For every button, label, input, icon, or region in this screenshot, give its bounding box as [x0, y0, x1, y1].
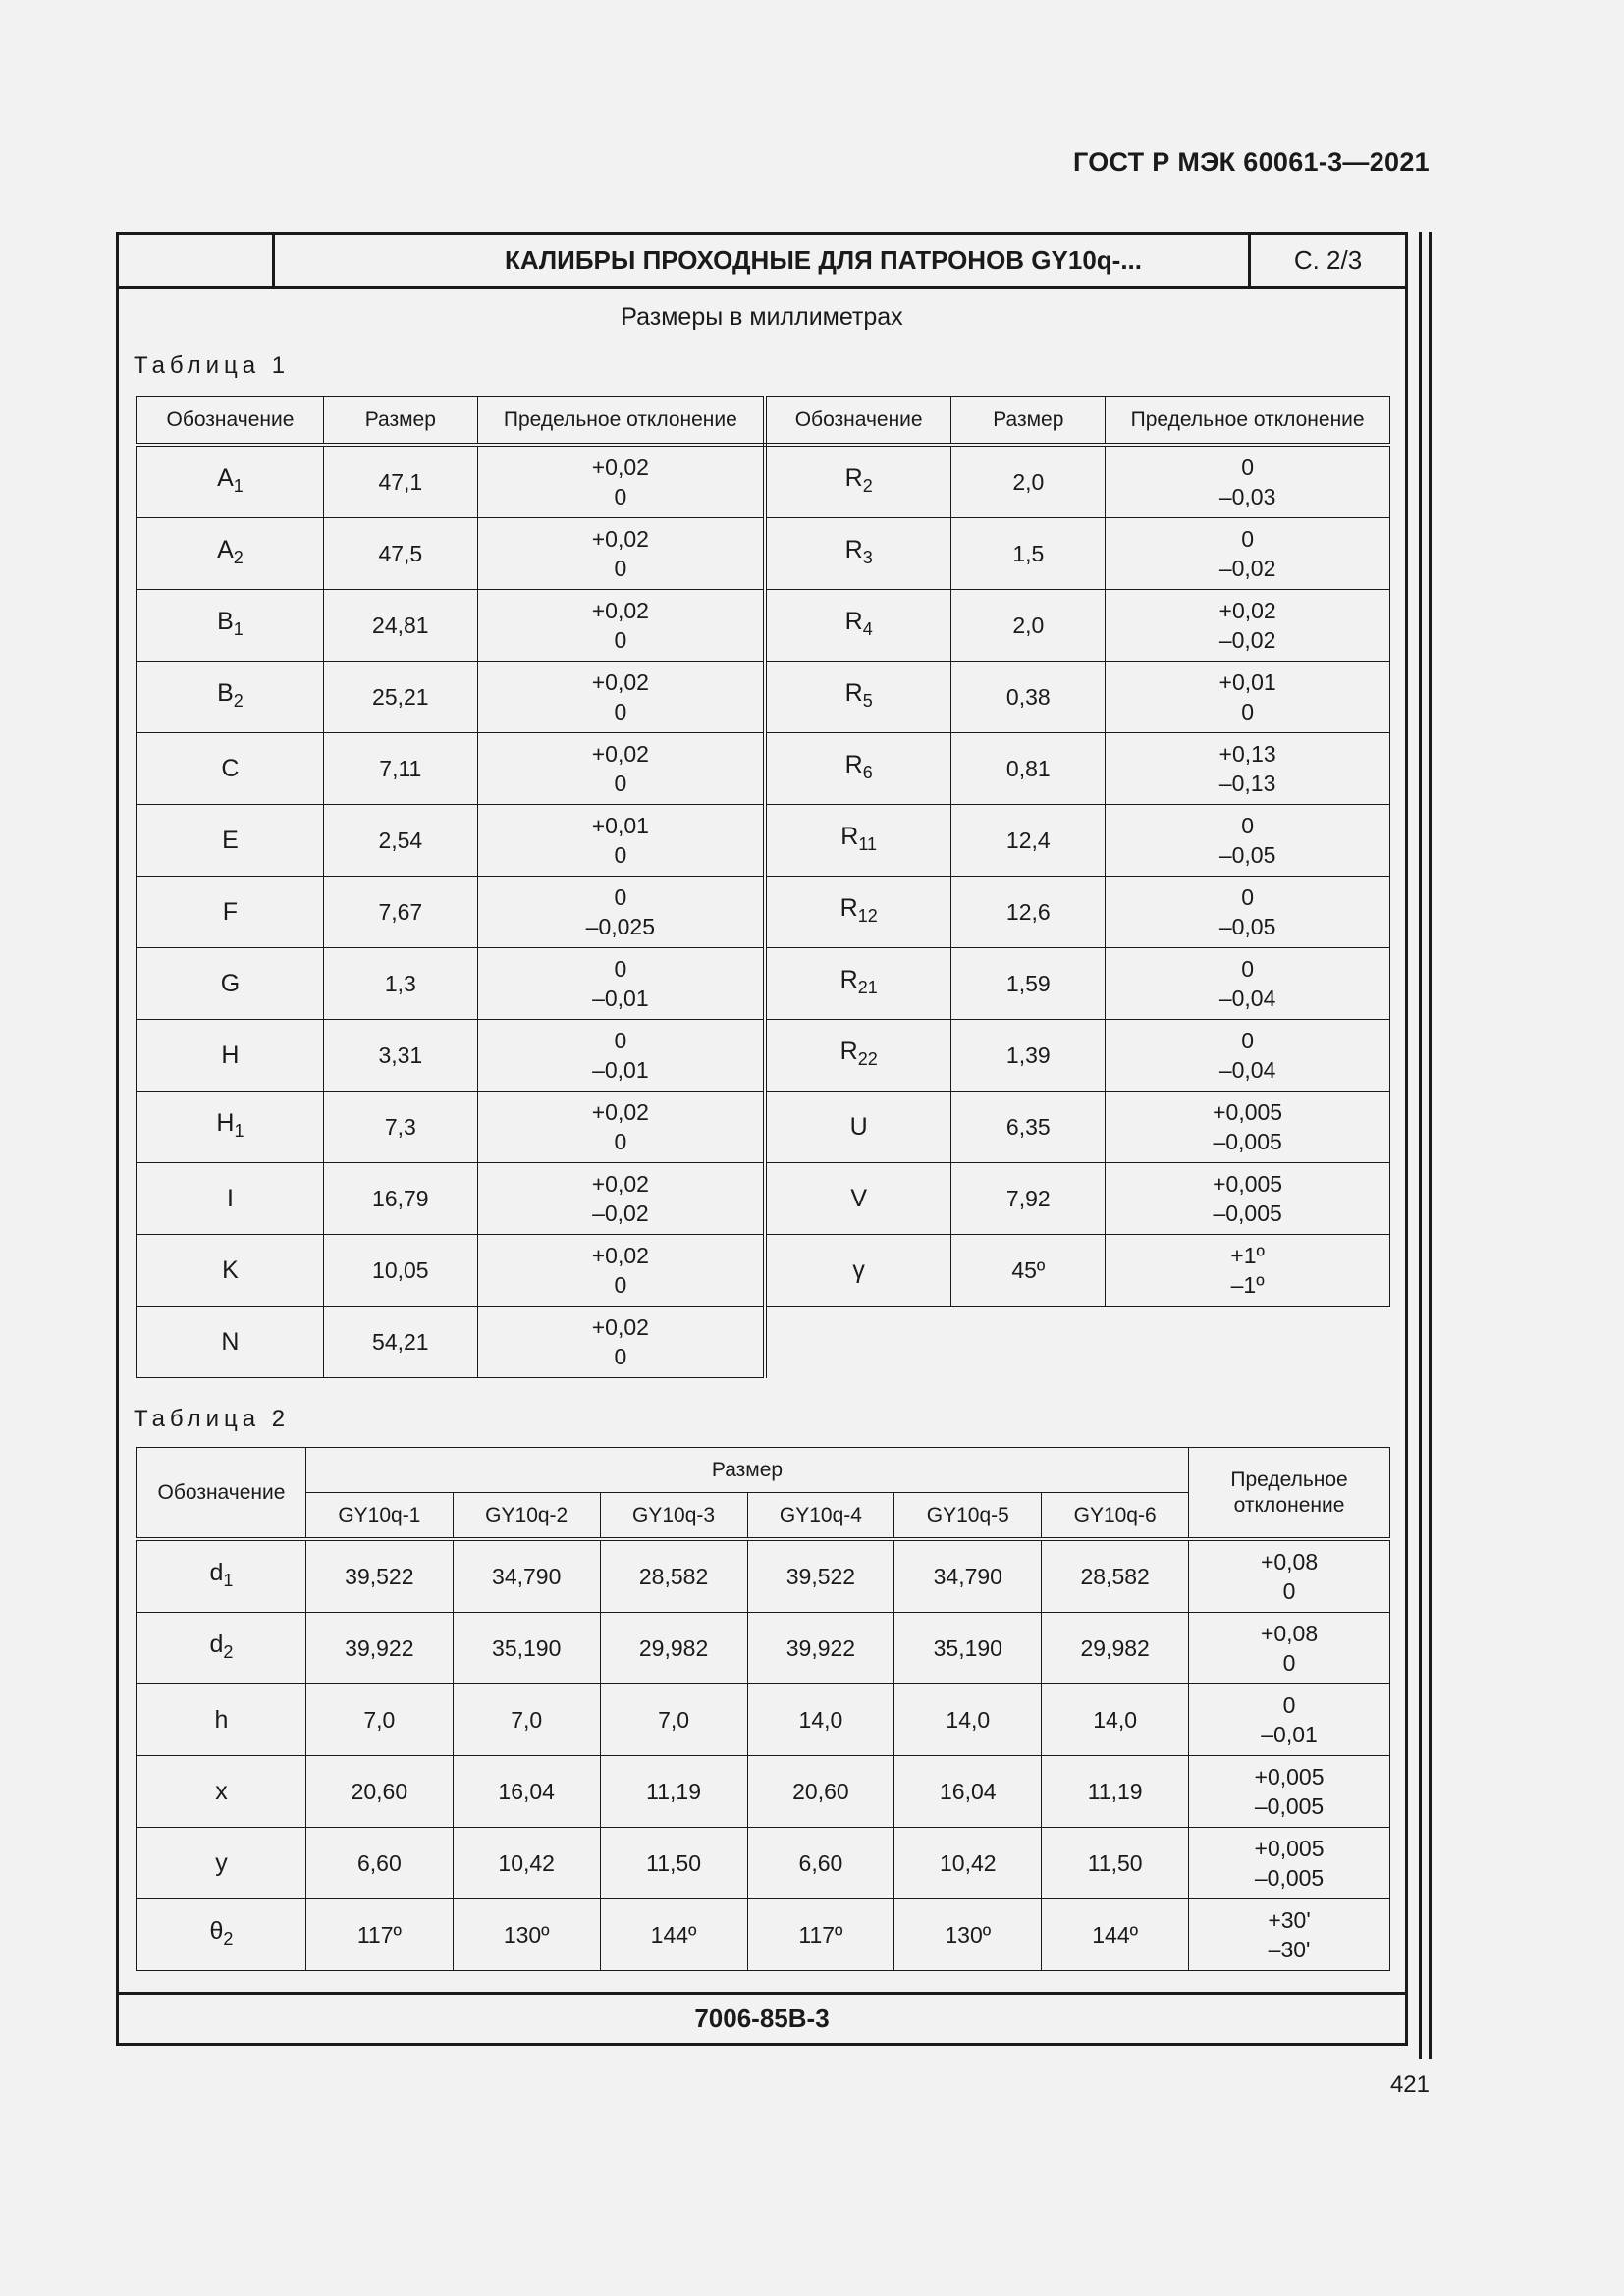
size-cell: 14,0 — [894, 1684, 1042, 1756]
table-row — [137, 1684, 1390, 1756]
tolerance-lower: –0,005 — [1213, 1201, 1282, 1226]
tolerance-cell — [1189, 1684, 1390, 1756]
tolerance-cell — [477, 948, 765, 1020]
designation-subscript: 4 — [862, 619, 873, 639]
size-cell: 144º — [1042, 1899, 1189, 1971]
designation-cell — [137, 662, 324, 733]
table-2 — [136, 1447, 1390, 1971]
size-cell: 1,39 — [951, 1020, 1106, 1092]
tolerance-upper: +0,005 — [1254, 1764, 1325, 1789]
tolerance-upper: +0,005 — [1213, 1171, 1283, 1197]
tolerance-cell — [1189, 1613, 1390, 1684]
tolerance-cell — [1106, 733, 1390, 805]
designation-symbol: $R_3$ — [844, 536, 873, 567]
table1-label: Таблица 1 — [134, 352, 291, 379]
size-cell: 7,92 — [951, 1163, 1106, 1235]
size-cell: 1,5 — [951, 518, 1106, 590]
tolerance-upper: +0,02 — [591, 598, 649, 623]
designation-subscript: 12 — [857, 906, 878, 926]
designation-cell — [137, 1539, 306, 1613]
tolerance-lower: 0 — [614, 556, 627, 581]
tolerance-cell — [1106, 1020, 1390, 1092]
tolerance-upper: +1º — [1230, 1243, 1265, 1268]
designation-symbol: $R_6$ — [844, 751, 873, 782]
table-row — [137, 1828, 1390, 1899]
designation-symbol: $R_4$ — [844, 608, 873, 639]
table-row — [137, 805, 1390, 877]
designation-cell — [765, 1163, 951, 1235]
tolerance-upper: 0 — [1241, 454, 1255, 480]
table1-header-row — [137, 397, 1390, 446]
table1-col-size-2: Размер — [951, 397, 1106, 446]
table-row — [137, 662, 1390, 733]
size-cell: 12,4 — [951, 805, 1106, 877]
designation-subscript: 2 — [223, 1929, 234, 1949]
tolerance-cell — [1106, 948, 1390, 1020]
tolerance-lower: –0,005 — [1254, 1865, 1325, 1891]
table1-col-designation: Обозначение — [137, 397, 324, 446]
designation-symbol: $B_2$ — [217, 679, 244, 711]
table2-label: Таблица 2 — [134, 1406, 291, 1432]
size-cell: 7,11 — [323, 733, 477, 805]
tolerance-cell — [477, 662, 765, 733]
size-cell: 6,60 — [747, 1828, 894, 1899]
table-row — [137, 733, 1390, 805]
table-row — [137, 1756, 1390, 1828]
size-cell: 7,0 — [305, 1684, 453, 1756]
tolerance-upper: +0,01 — [591, 813, 649, 838]
size-cell: 130º — [453, 1899, 600, 1971]
size-cell: 10,05 — [323, 1235, 477, 1307]
designation-subscript: 3 — [862, 548, 873, 567]
size-cell: 35,190 — [894, 1613, 1042, 1684]
size-cell: 20,60 — [747, 1756, 894, 1828]
size-cell: 1,3 — [323, 948, 477, 1020]
tolerance-upper: +0,005 — [1254, 1836, 1325, 1861]
tolerance-lower: –0,05 — [1218, 914, 1276, 939]
size-cell: 11,19 — [600, 1756, 747, 1828]
tolerance-upper: +30' — [1268, 1907, 1311, 1933]
tolerance-cell — [477, 518, 765, 590]
tolerance-lower: 0 — [614, 771, 627, 796]
designation-symbol: $d_1$ — [209, 1559, 234, 1590]
size-cell: 3,31 — [323, 1020, 477, 1092]
designation-subscript: 21 — [857, 978, 878, 997]
table2-col-tolerance: Предельное отклонение — [1189, 1448, 1390, 1540]
tolerance-cell — [1189, 1899, 1390, 1971]
size-cell: 2,0 — [951, 590, 1106, 662]
designation-subscript: 11 — [858, 834, 878, 854]
designation-cell — [765, 662, 951, 733]
tolerance-lower: 0 — [614, 1272, 627, 1298]
tolerance-cell — [1106, 518, 1390, 590]
size-cell: 28,582 — [1042, 1539, 1189, 1613]
tolerance-lower: –0,01 — [1261, 1722, 1318, 1747]
designation-symbol: x — [215, 1778, 228, 1805]
tolerance-lower: –0,13 — [1218, 771, 1276, 796]
designation-cell — [765, 445, 951, 518]
table1-col-designation-2: Обозначение — [765, 397, 951, 446]
designation-symbol: $d_2$ — [209, 1630, 234, 1662]
size-cell: 6,60 — [305, 1828, 453, 1899]
size-cell: 39,522 — [747, 1539, 894, 1613]
tolerance-lower: –0,04 — [1218, 1057, 1276, 1083]
tolerance-lower: –0,005 — [1254, 1793, 1325, 1819]
document-frame — [116, 232, 1408, 2046]
tolerance-upper: 0 — [1241, 956, 1255, 982]
tolerance-cell — [477, 1020, 765, 1092]
size-cell: 20,60 — [305, 1756, 453, 1828]
size-cell: 12,6 — [951, 877, 1106, 948]
tolerance-lower: 0 — [1282, 1650, 1296, 1676]
title-block — [119, 235, 1405, 289]
size-cell: 14,0 — [1042, 1684, 1189, 1756]
table-row — [137, 1020, 1390, 1092]
drawing-code: 7006-85B-3 — [119, 1992, 1405, 2043]
tolerance-upper: +0,005 — [1213, 1099, 1283, 1125]
designation-cell — [137, 590, 324, 662]
tolerance-lower: 0 — [614, 1344, 627, 1369]
tolerance-cell — [477, 1307, 765, 1378]
designation-cell — [765, 1092, 951, 1163]
designation-symbol: $R_2$ — [844, 464, 873, 496]
size-cell: 7,3 — [323, 1092, 477, 1163]
size-cell: 35,190 — [453, 1613, 600, 1684]
tolerance-cell — [477, 1235, 765, 1307]
size-cell: 39,522 — [305, 1539, 453, 1613]
tolerance-lower: –0,05 — [1218, 842, 1276, 868]
tolerance-upper: 0 — [1282, 1692, 1296, 1718]
table2-col-type: GY10q-3 — [600, 1493, 747, 1540]
designation-symbol: y — [215, 1849, 228, 1877]
size-cell: 39,922 — [747, 1613, 894, 1684]
tolerance-upper: +0,02 — [1218, 598, 1276, 623]
size-cell: 47,1 — [323, 445, 477, 518]
designation-subscript: 2 — [862, 476, 873, 496]
tolerance-upper: +0,02 — [591, 669, 649, 695]
table-row — [137, 1899, 1390, 1971]
tolerance-upper: 0 — [1241, 1028, 1255, 1053]
size-cell: 11,50 — [600, 1828, 747, 1899]
table1-col-size: Размер — [323, 397, 477, 446]
designation-cell — [137, 1684, 306, 1756]
tolerance-lower: –0,02 — [1218, 627, 1276, 653]
size-cell: 28,582 — [600, 1539, 747, 1613]
designation-symbol: F — [222, 898, 239, 926]
size-cell: 2,54 — [323, 805, 477, 877]
designation-cell — [137, 1020, 324, 1092]
designation-cell — [765, 590, 951, 662]
table2-col-type: GY10q-4 — [747, 1493, 894, 1540]
designation-subscript: 1 — [233, 476, 244, 496]
designation-subscript: 22 — [857, 1049, 878, 1069]
tolerance-upper: 0 — [1241, 884, 1255, 910]
table2-header-row-1 — [137, 1448, 1390, 1493]
table-row — [137, 877, 1390, 948]
size-cell: 1,59 — [951, 948, 1106, 1020]
size-cell: 47,5 — [323, 518, 477, 590]
designation-cell — [765, 948, 951, 1020]
designation-symbol: H — [221, 1041, 240, 1069]
tolerance-cell — [1106, 662, 1390, 733]
size-cell: 24,81 — [323, 590, 477, 662]
tolerance-cell — [477, 1092, 765, 1163]
table-row — [137, 948, 1390, 1020]
size-cell: 45º — [951, 1235, 1106, 1307]
tolerance-cell — [477, 590, 765, 662]
frame-right-line-1 — [1419, 232, 1422, 2059]
tolerance-cell — [477, 877, 765, 948]
designation-cell — [137, 1235, 324, 1307]
tolerance-lower: –0,005 — [1213, 1129, 1282, 1154]
tolerance-lower: 0 — [1241, 699, 1255, 724]
tolerance-upper: +0,02 — [591, 1171, 649, 1197]
table2-col-type: GY10q-1 — [305, 1493, 453, 1540]
table2-col-type: GY10q-5 — [894, 1493, 1042, 1540]
designation-cell — [765, 733, 951, 805]
table-1 — [136, 396, 1390, 1378]
tolerance-cell — [477, 733, 765, 805]
tolerance-upper: 0 — [614, 884, 627, 910]
page-number: 421 — [1389, 2071, 1430, 2098]
size-cell: 11,50 — [1042, 1828, 1189, 1899]
table1-col-tolerance-2: Предельное отклонение — [1106, 397, 1390, 446]
tolerance-lower: 0 — [614, 484, 627, 509]
tolerance-lower: –0,01 — [592, 986, 649, 1011]
designation-symbol: $B_1$ — [217, 608, 244, 639]
tolerance-lower: 0 — [614, 627, 627, 653]
table-row — [137, 518, 1390, 590]
designation-cell — [765, 1235, 951, 1307]
designation-symbol: $A_1$ — [217, 464, 244, 496]
size-cell: 16,04 — [453, 1756, 600, 1828]
table-row — [137, 1235, 1390, 1307]
designation-cell — [137, 805, 324, 877]
designation-subscript: 5 — [862, 691, 873, 711]
size-cell: 7,0 — [453, 1684, 600, 1756]
designation-cell — [137, 445, 324, 518]
tolerance-upper: +0,02 — [591, 1314, 649, 1340]
table-row — [137, 1613, 1390, 1684]
designation-symbol: U — [849, 1113, 868, 1141]
designation-symbol: γ — [852, 1256, 865, 1284]
tolerance-cell — [1189, 1539, 1390, 1613]
designation-cell — [137, 1307, 324, 1378]
designation-cell — [137, 1613, 306, 1684]
tolerance-upper: 0 — [1241, 813, 1255, 838]
size-cell: 7,0 — [600, 1684, 747, 1756]
size-cell: 34,790 — [453, 1539, 600, 1613]
table2-col-type: GY10q-6 — [1042, 1493, 1189, 1540]
tolerance-cell — [1106, 805, 1390, 877]
tolerance-cell — [1106, 877, 1390, 948]
table-row — [137, 445, 1390, 518]
designation-symbol: $H_1$ — [216, 1109, 244, 1141]
designation-subscript: 1 — [233, 619, 244, 639]
tolerance-upper: +0,02 — [591, 1243, 649, 1268]
size-cell: 54,21 — [323, 1307, 477, 1378]
size-cell: 10,42 — [894, 1828, 1042, 1899]
tolerance-upper: +0,02 — [591, 526, 649, 552]
frame-right-line-2 — [1429, 232, 1432, 2059]
designation-subscript: 6 — [862, 763, 873, 782]
size-cell: 10,42 — [453, 1828, 600, 1899]
tolerance-cell — [1106, 1092, 1390, 1163]
tolerance-lower: 0 — [1282, 1578, 1296, 1604]
table-row — [137, 1307, 1390, 1378]
size-cell: 29,982 — [600, 1613, 747, 1684]
designation-subscript: 2 — [233, 548, 244, 567]
designation-symbol: $A_2$ — [217, 536, 244, 567]
designation-subscript: 1 — [234, 1121, 244, 1141]
designation-cell — [137, 1163, 324, 1235]
tolerance-lower: –0,02 — [592, 1201, 649, 1226]
size-cell: 130º — [894, 1899, 1042, 1971]
size-cell: 0,81 — [951, 733, 1106, 805]
tolerance-lower: 0 — [614, 699, 627, 724]
designation-symbol: h — [214, 1706, 229, 1734]
designation-cell — [137, 1899, 306, 1971]
designation-symbol: $\theta_2$ — [209, 1917, 234, 1949]
designation-cell — [137, 948, 324, 1020]
table-row — [137, 1163, 1390, 1235]
sheet-title: КАЛИБРЫ ПРОХОДНЫЕ ДЛЯ ПАТРОНОВ GY10q-... — [504, 244, 1143, 275]
size-cell: 29,982 — [1042, 1613, 1189, 1684]
size-cell: 16,04 — [894, 1756, 1042, 1828]
designation-cell — [137, 518, 324, 590]
tolerance-upper: 0 — [614, 1028, 627, 1053]
designation-cell — [765, 1020, 951, 1092]
tolerance-lower: –1º — [1230, 1272, 1265, 1298]
table-row — [137, 1092, 1390, 1163]
tolerance-upper: +0,08 — [1260, 1621, 1319, 1646]
designation-cell — [765, 805, 951, 877]
tolerance-upper: 0 — [1241, 526, 1255, 552]
sheet-number: С. 2/3 — [1248, 235, 1405, 286]
designation-symbol: $R_{11}$ — [840, 823, 878, 854]
empty-cell — [765, 1307, 1390, 1378]
tolerance-cell — [1106, 445, 1390, 518]
size-cell: 7,67 — [323, 877, 477, 948]
standard-code: ГОСТ Р МЭК 60061-3—2021 — [1072, 147, 1430, 177]
designation-cell — [137, 1756, 306, 1828]
size-cell: 117º — [747, 1899, 894, 1971]
tolerance-lower: 0 — [614, 842, 627, 868]
tolerance-lower: –0,04 — [1218, 986, 1276, 1011]
designation-symbol: V — [850, 1185, 868, 1212]
table2-col-type: GY10q-2 — [453, 1493, 600, 1540]
tolerance-lower: –30' — [1268, 1937, 1311, 1962]
tolerance-upper: +0,08 — [1260, 1549, 1319, 1575]
tolerance-cell — [477, 445, 765, 518]
tolerance-cell — [477, 1163, 765, 1235]
tolerance-upper: +0,13 — [1218, 741, 1276, 767]
tolerance-cell — [1106, 590, 1390, 662]
designation-symbol: G — [220, 970, 241, 997]
designation-symbol: N — [221, 1328, 240, 1356]
tolerance-lower: –0,01 — [592, 1057, 649, 1083]
designation-cell — [137, 733, 324, 805]
designation-symbol: K — [222, 1256, 239, 1284]
designation-cell — [137, 1092, 324, 1163]
tolerance-upper: +0,01 — [1218, 669, 1276, 695]
tolerance-lower: –0,025 — [585, 914, 656, 939]
table2-col-size-group: Размер — [305, 1448, 1188, 1493]
size-cell: 6,35 — [951, 1092, 1106, 1163]
designation-cell — [765, 877, 951, 948]
designation-symbol: $R_{21}$ — [839, 966, 878, 997]
tolerance-cell — [1106, 1163, 1390, 1235]
size-cell: 11,19 — [1042, 1756, 1189, 1828]
table2-col-designation: Обозначение — [137, 1448, 306, 1540]
tolerance-cell — [1106, 1235, 1390, 1307]
size-cell: 16,79 — [323, 1163, 477, 1235]
size-cell: 25,21 — [323, 662, 477, 733]
designation-cell — [137, 1828, 306, 1899]
tolerance-lower: 0 — [614, 1129, 627, 1154]
table1-col-tolerance: Предельное отклонение — [477, 397, 765, 446]
designation-cell — [765, 518, 951, 590]
tolerance-lower: –0,03 — [1218, 484, 1276, 509]
tolerance-cell — [1189, 1828, 1390, 1899]
size-cell: 34,790 — [894, 1539, 1042, 1613]
tolerance-upper: 0 — [614, 956, 627, 982]
tolerance-lower: –0,02 — [1218, 556, 1276, 581]
tolerance-upper: +0,02 — [591, 454, 649, 480]
designation-symbol: C — [221, 755, 240, 782]
designation-symbol: $R_{12}$ — [839, 894, 878, 926]
designation-symbol: $R_{22}$ — [839, 1038, 878, 1069]
title-block-empty-cell — [119, 235, 275, 286]
designation-subscript: 2 — [223, 1642, 234, 1662]
size-cell: 117º — [305, 1899, 453, 1971]
tolerance-upper: +0,02 — [591, 741, 649, 767]
size-cell: 14,0 — [747, 1684, 894, 1756]
size-cell: 144º — [600, 1899, 747, 1971]
designation-cell — [137, 877, 324, 948]
size-cell: 2,0 — [951, 445, 1106, 518]
designation-symbol: $R_5$ — [844, 679, 873, 711]
size-cell: 39,922 — [305, 1613, 453, 1684]
tolerance-cell — [477, 805, 765, 877]
tolerance-cell — [1189, 1756, 1390, 1828]
units-note: Размеры в миллиметрах — [621, 303, 903, 331]
designation-symbol: I — [226, 1185, 234, 1212]
tolerance-upper: +0,02 — [591, 1099, 649, 1125]
table-row — [137, 590, 1390, 662]
designation-subscript: 1 — [223, 1571, 234, 1590]
designation-symbol: E — [222, 827, 239, 854]
designation-subscript: 2 — [233, 691, 244, 711]
size-cell: 0,38 — [951, 662, 1106, 733]
table-row — [137, 1539, 1390, 1613]
